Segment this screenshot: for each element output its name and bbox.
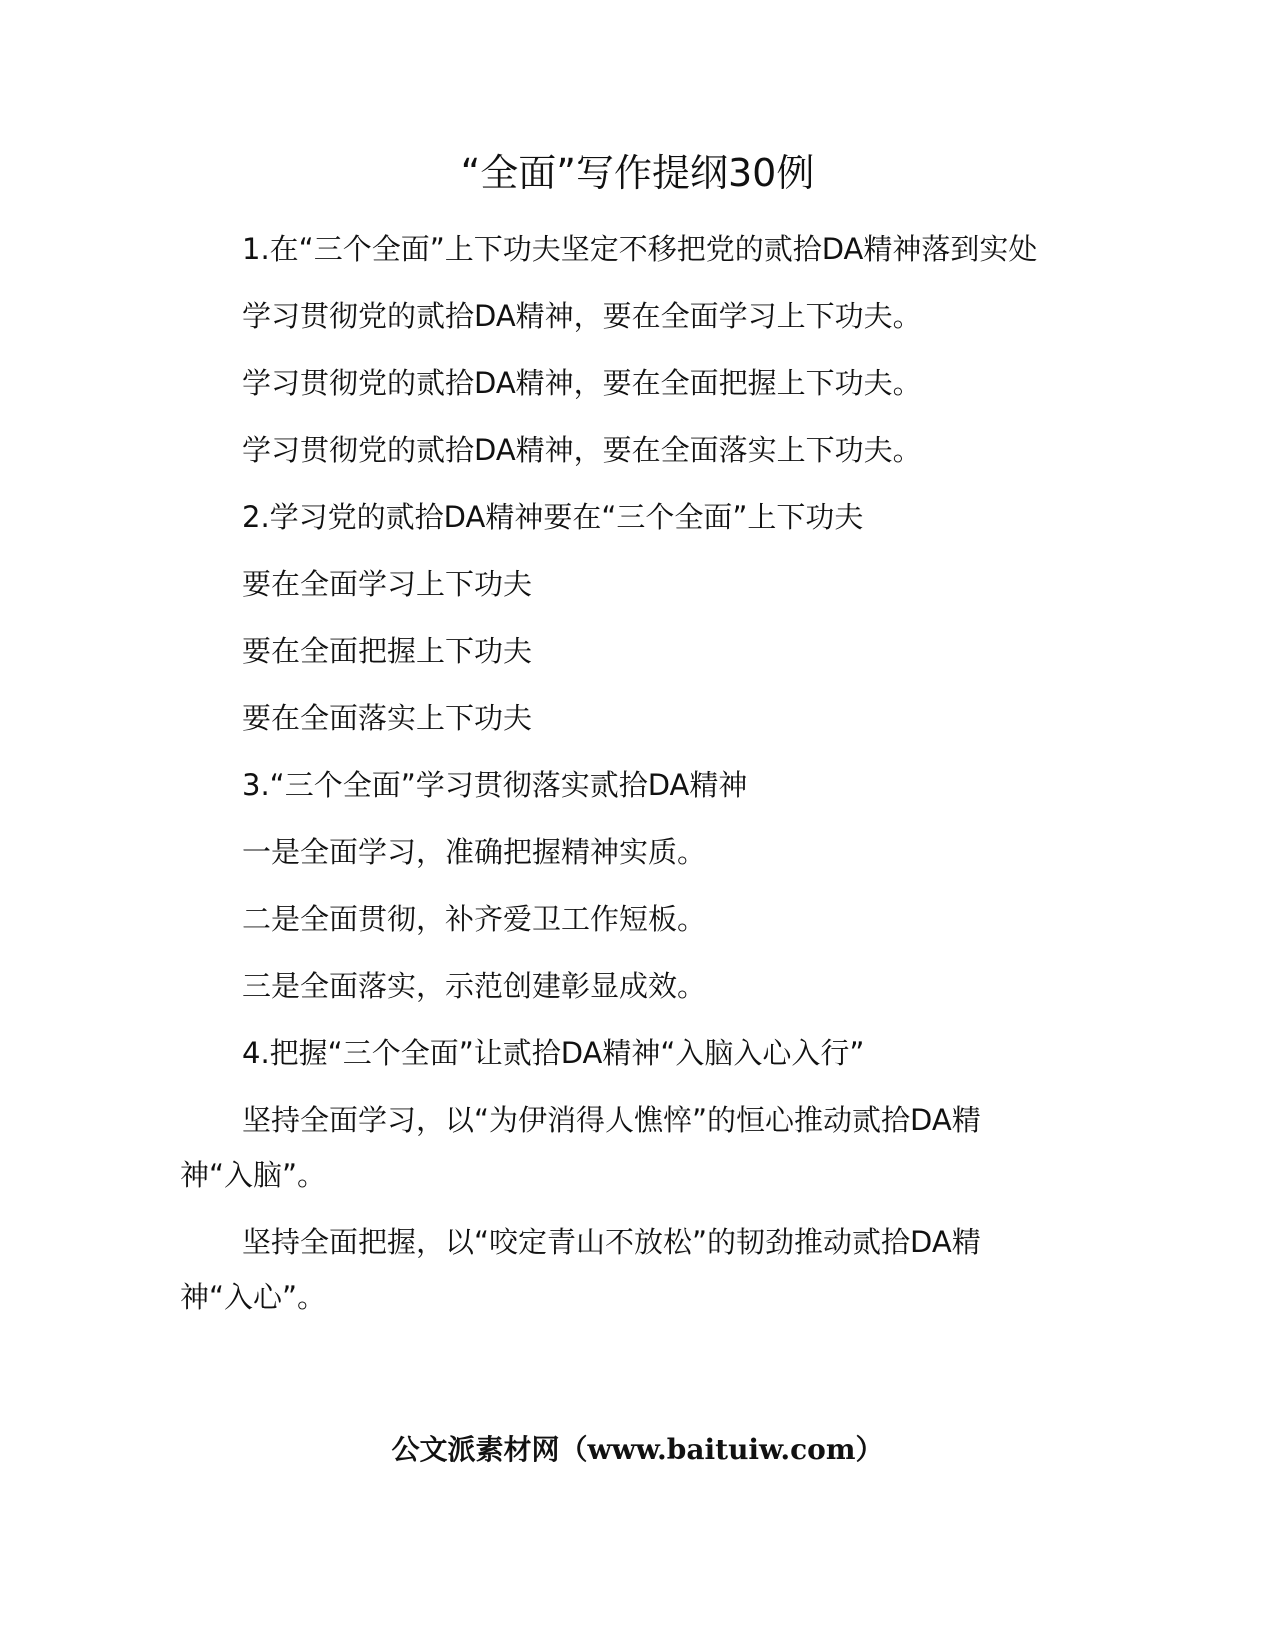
paragraph-heading-1: 1.在“三个全面”上下功夫坚定不移把党的贰拾DA精神落到实处 [242, 232, 1038, 266]
paragraph: 学习贯彻党的贰拾DA精神，要在全面学习上下功夫。 [242, 299, 922, 333]
paragraph: 学习贯彻党的贰拾DA精神，要在全面落实上下功夫。 [242, 433, 922, 467]
document-body [180, 222, 1040, 1337]
paragraph-heading-2: 2.学习党的贰拾DA精神要在“三个全面”上下功夫 [242, 500, 864, 534]
document-title: “全面”写作提纲30例 [460, 151, 815, 195]
paragraph: 二是全面贯彻，补齐爱卫工作短板。 [242, 902, 707, 936]
paragraph: 坚持全面把握，以“咬定青山不放松”的韧劲推动贰拾DA精神“入心”。 [180, 1225, 981, 1314]
paragraph: 三是全面落实，示范创建彰显成效。 [242, 969, 707, 1003]
paragraph-heading-3: 3.“三个全面”学习贯彻落实贰拾DA精神 [242, 768, 748, 802]
paragraph-heading-4: 4.把握“三个全面”让贰拾DA精神“入脑入心入行” [242, 1036, 865, 1070]
paragraph: 要在全面把握上下功夫 [242, 634, 533, 668]
footer-source: 公文派素材网（www.baituiw.com） [391, 1433, 884, 1466]
paragraph: 学习贯彻党的贰拾DA精神，要在全面把握上下功夫。 [242, 366, 922, 400]
paragraph: 要在全面学习上下功夫 [242, 567, 533, 601]
paragraph: 要在全面落实上下功夫 [242, 701, 533, 735]
paragraph: 一是全面学习，准确把握精神实质。 [242, 835, 707, 869]
paragraph: 坚持全面学习，以“为伊消得人憔悴”的恒心推动贰拾DA精神“入脑”。 [180, 1103, 981, 1192]
